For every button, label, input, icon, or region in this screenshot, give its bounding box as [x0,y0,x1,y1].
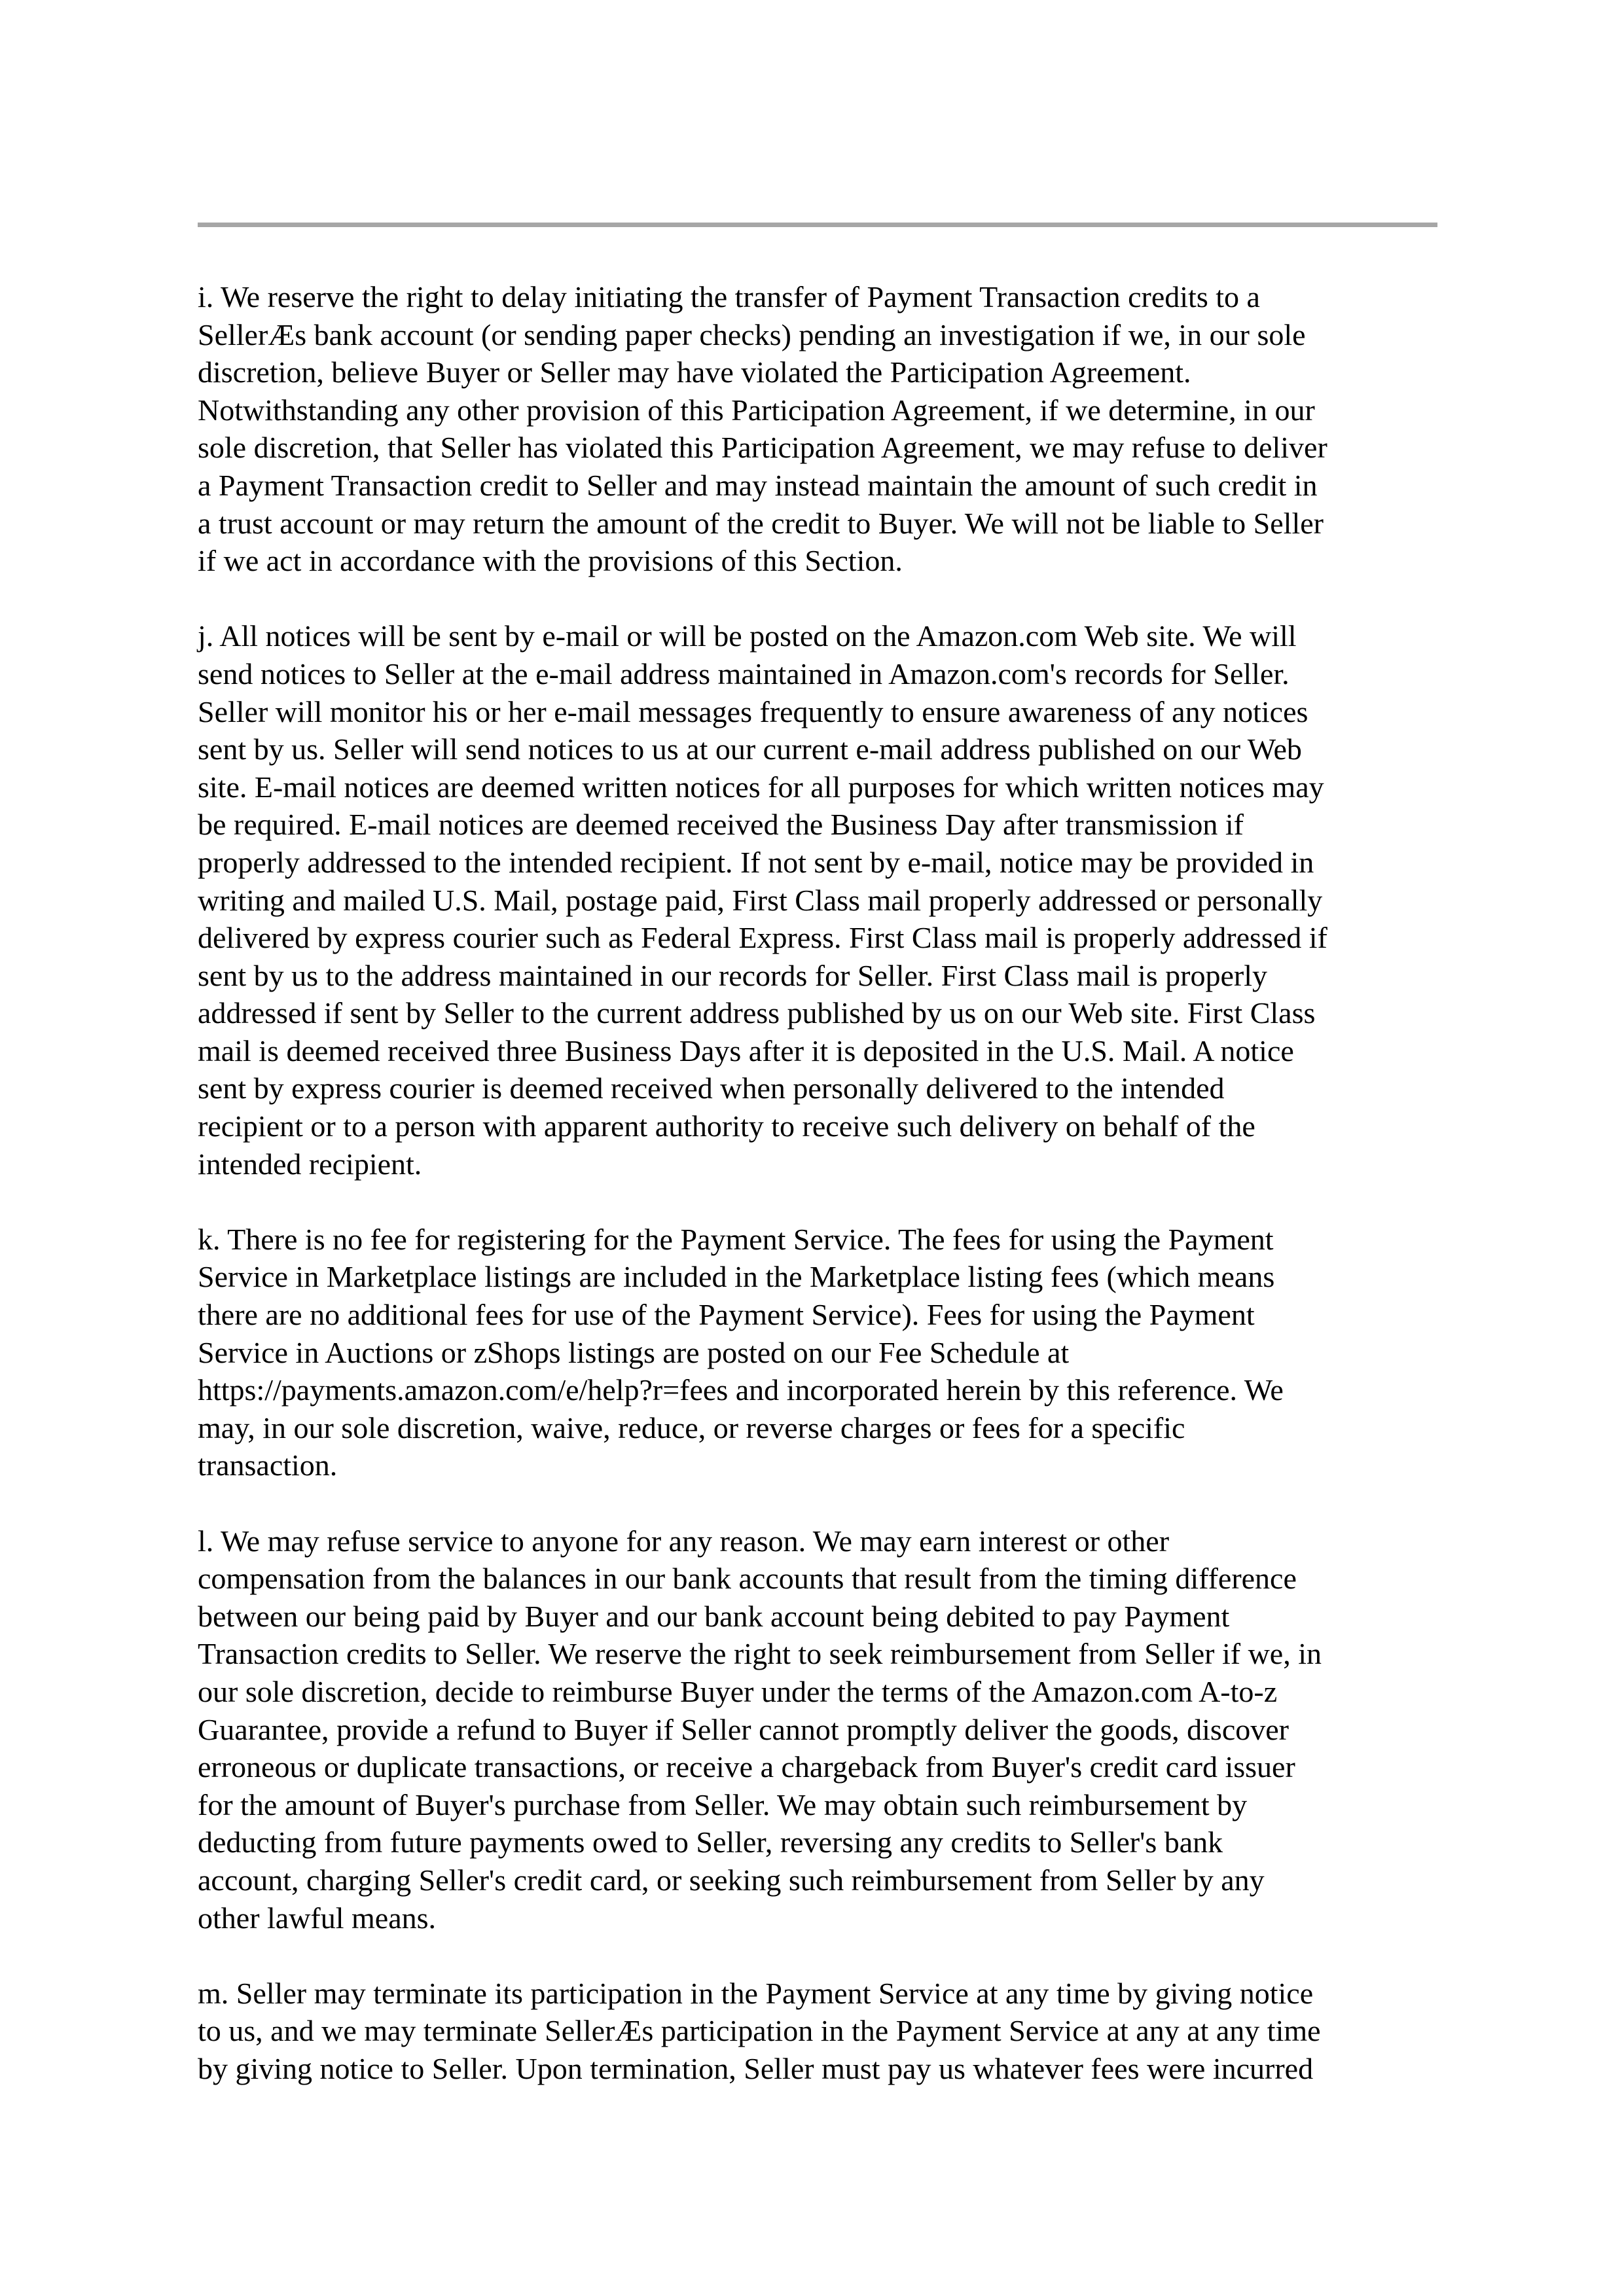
text-line: sent by express courier is deemed received when personally delivered to the intended [198,1071,1225,1105]
text-line: discretion, believe Buyer or Seller may have violated the Participation Agreement. [198,355,1191,389]
text-line: a trust account or may return the amount of the credit to Buyer. We will not be liable to Seller [198,506,1324,540]
paragraph-section-m [198,1975,1441,2088]
text-line: may, in our sole discretion, waive, reduce, or reverse charges or fees for a specific [198,1410,1185,1444]
text-line: Service in Auctions or zShops listings are posted on our Fee Schedule at [198,1335,1070,1369]
text-line: intended recipient. [198,1147,422,1181]
text-line: sent by us. Seller will send notices to us at our current e-mail address published on our Web [198,732,1302,766]
text-line: i. We reserve the right to delay initiating the transfer of Payment Transaction credits to a [198,280,1260,314]
text-line: properly addressed to the intended recipient. If not sent by e-mail, notice may be provided in [198,845,1314,879]
text-line: sent by us to the address maintained in our records for Seller. First Class mail is properly [198,958,1267,992]
text-line: our sole discretion, decide to reimburse Buyer under the terms of the Amazon.com A-to-z [198,1674,1278,1708]
text-line: if we act in accordance with the provisions of this Section. [198,544,903,578]
text-line: m. Seller may terminate its participation in the Payment Service at any time by giving notice [198,1976,1314,2010]
text-line: l. We may refuse service to anyone for any reason. We may earn interest or other [198,1524,1170,1558]
paragraph-section-i [198,278,1441,580]
text-line: Guarantee, provide a refund to Buyer if Seller cannot promptly deliver the goods, discover [198,1712,1289,1746]
text-line: mail is deemed received three Business Days after it is deposited in the U.S. Mail. A notice [198,1033,1294,1067]
paragraph-section-j [198,617,1441,1183]
text-line: other lawful means. [198,1901,437,1935]
text-line: j. All notices will be sent by e-mail or will be posted on the Amazon.com Web site. We will [198,619,1297,653]
text-line: delivered by express courier such as Federal Express. First Class mail is properly addressed if [198,921,1327,955]
text-line: addressed if sent by Seller to the current address published by us on our Web site. First Class [198,996,1316,1030]
text-line: SellerÆs bank account (or sending paper checks) pending an investigation if we, in our sole [198,317,1306,351]
text-line: Notwithstanding any other provision of this Participation Agreement, if we determine, in our [198,393,1315,427]
text-line: writing and mailed U.S. Mail, postage paid, First Class mail properly addressed or personally [198,883,1323,917]
text-line: Seller will monitor his or her e-mail messages frequently to ensure awareness of any notices [198,694,1308,728]
text-line: recipient or to a person with apparent authority to receive such delivery on behalf of the [198,1109,1255,1143]
text-line: by giving notice to Seller. Upon termination, Seller must pay us whatever fees were incurred [198,2051,1314,2085]
text-line: between our being paid by Buyer and our bank account being debited to pay Payment [198,1599,1230,1633]
text-line: send notices to Seller at the e-mail address maintained in Amazon.com's records for Seller. [198,656,1290,691]
text-line: compensation from the balances in our bank accounts that result from the timing difference [198,1562,1297,1596]
text-line: transaction. [198,1448,338,1482]
text-line: deducting from future payments owed to Seller, reversing any credits to Seller's bank [198,1825,1223,1859]
document-body [198,278,1441,2125]
text-line: be required. E-mail notices are deemed received the Business Day after transmission if [198,808,1244,842]
text-line: https://payments.amazon.com/e/help?r=fees and incorporated herein by this reference. We [198,1373,1284,1407]
text-line: account, charging Seller's credit card, or seeking such reimbursement from Seller by any [198,1863,1265,1897]
text-line: k. There is no fee for registering for the Payment Service. The fees for using the Payment [198,1222,1274,1256]
paragraph-section-k [198,1221,1441,1484]
text-line: site. E-mail notices are deemed written notices for all purposes for which written notices may [198,770,1324,804]
paragraph-section-l [198,1522,1441,1937]
text-line: a Payment Transaction credit to Seller and may instead maintain the amount of such credit in [198,468,1318,502]
text-line: to us, and we may terminate SellerÆs participation in the Payment Service at any at any time [198,2014,1321,2048]
text-line: erroneous or duplicate transactions, or receive a chargeback from Buyer's credit card issuer [198,1750,1295,1784]
text-line: Service in Marketplace listings are included in the Marketplace listing fees (which means [198,1260,1275,1294]
text-line: Transaction credits to Seller. We reserve the right to seek reimbursement from Seller if we, in [198,1637,1322,1671]
header-rule [198,223,1437,227]
text-line: sole discretion, that Seller has violated this Participation Agreement, we may refuse to deliver [198,431,1327,465]
text-line: there are no additional fees for use of the Payment Service). Fees for using the Payment [198,1298,1255,1332]
text-line: for the amount of Buyer's purchase from Seller. We may obtain such reimbursement by [198,1787,1248,1821]
